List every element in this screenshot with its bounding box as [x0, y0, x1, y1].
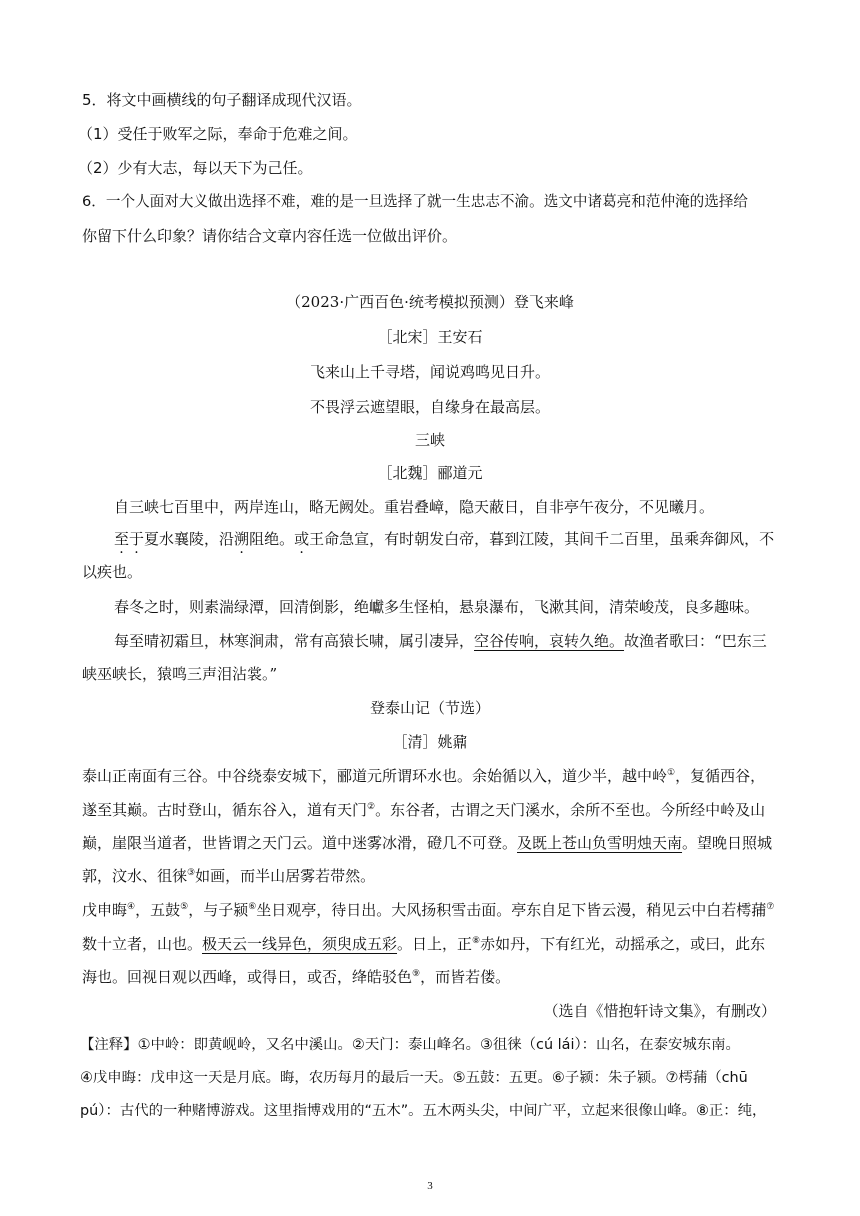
taishan-title: 登泰山记（节选）	[369, 699, 490, 717]
taishan-line-4: 郭，汶水、徂徕③如画，而半山居雾若带然。	[82, 867, 376, 885]
sanxia-paragraph-2-line1: 至于夏水襄陵，沿溯阻绝。或王命急宣，有时朝发白帝，暮到江陵，其间千二百里，虽乘奔御风，不	[114, 530, 775, 548]
poem-title: （2023·广西百色·统考模拟预测）登飞来峰	[286, 293, 574, 311]
sanxia-paragraph-4-line1: 每至晴初霜旦，林寒涧肃，常有高猿长啸，属引凄异，空谷传响，哀转久绝。故渔者歌曰：“巴东三	[114, 632, 767, 650]
sanxia-paragraph-1: 自三峡七百里中，两岸连山，略无阙处。重岩叠嶂，隐天蔽日，自非亭午夜分，不见曦月。	[114, 498, 715, 516]
poem-line-1: 飞来山上千寻塔，闻说鸡鸣见日升。	[309, 363, 550, 381]
emphasis-char: 溯	[234, 530, 250, 548]
page-number: 3	[427, 1180, 433, 1192]
taishan-line-3: 巅，崖限当道者，世皆谓之天门云。道中迷雾冰滑，磴几不可登。及既上苍山负雪明烛天南。望晚日照城	[82, 834, 773, 852]
emphasis-char: 或	[294, 530, 310, 548]
underlined-sentence: 空谷传响，哀转久绝。	[474, 632, 625, 650]
poem-author: ［北宋］王安石	[377, 328, 483, 346]
sanxia-title: 三峡	[414, 431, 445, 449]
question-5-2: （2）少有大志，每以天下为己任。	[78, 159, 313, 177]
taishan-author: ［清］姚鼐	[392, 733, 468, 751]
taishan-line-7: 海也。回视日观以西峰，或得日，或否，绛皓驳色⑨，而皆若偻。	[82, 968, 511, 986]
question-6-line1: 6．一个人面对大义做出选择不难，难的是一旦选择了就一生忠志不渝。选文中诸葛亮和范仲淹的选择给	[82, 193, 749, 210]
taishan-line-1: 泰山正南面有三谷。中谷绕泰安城下，郦道元所谓环水也。余始循以入，道少半，越中岭①，复循西谷，	[82, 767, 766, 785]
sanxia-author: ［北魏］郦道元	[377, 464, 483, 482]
question-6-line2: 你留下什么印象？请你结合文章内容任选一位做出评价。	[82, 227, 458, 245]
emphasis-char: 于	[129, 530, 145, 548]
taishan-line-2: 遂至其巅。古时登山，循东谷入，道有天门②。东谷者，古谓之天门溪水，余所不至也。今所经中岭及山	[82, 801, 766, 819]
taishan-line-5: 戊申晦④，五鼓⑤，与子颍⑥坐日观亭，待日出。大风扬积雪击面。亭东自足下皆云漫，稍见云中白若樗蒱⑦	[82, 901, 775, 919]
notes-line-2: ④戊申晦：戊申这一天是月底。晦，农历每月的最后一天。⑤五鼓：五更。⑥子颍：朱子颍。⑦樗蒱（chū	[80, 1070, 748, 1086]
taishan-line-6: 数十立者，山也。极天云一线异色，须臾成五彩。日上，正⑧赤如丹，下有红光，动摇承之，或曰，此东	[82, 935, 766, 953]
notes-line-1: 【注释】①中岭：即黄岘岭，又名中溪山。②天门：泰山峰名。③徂徕（cú lái）：山名，在泰安城东南。	[80, 1037, 740, 1053]
emphasis-char: 至	[114, 530, 130, 548]
underlined-sentence: 及既上苍山负雪明烛天南	[517, 834, 683, 852]
notes-line-3: pú）：古代的一种赌博游戏。这里指博戏用的“五木”。五木两头尖，中间广平，立起来很像山峰。⑧正：纯，	[80, 1103, 767, 1119]
sanxia-paragraph-2-line2: 以疾也。	[82, 563, 143, 581]
poem-line-2: 不畏浮云遮望眼，自缘身在最高层。	[309, 398, 550, 416]
question-5-1: （1）受任于败军之际，奉命于危难之间。	[78, 125, 358, 143]
taishan-source: （选自《惜抱轩诗文集》，有删改）	[543, 1002, 776, 1020]
sanxia-paragraph-3: 春冬之时，则素湍绿潭，回清倒影，绝巘多生怪柏，悬泉瀑布，飞漱其间，清荣峻茂，良多趣味。	[114, 598, 760, 616]
sanxia-paragraph-4-line2: 峡巫峡长，猿鸣三声泪沾裳。”	[82, 665, 278, 683]
question-5: 5．将文中画横线的句子翻译成现代汉语。	[82, 91, 362, 109]
underlined-sentence: 极天云一线异色，须臾成五彩	[202, 935, 398, 953]
